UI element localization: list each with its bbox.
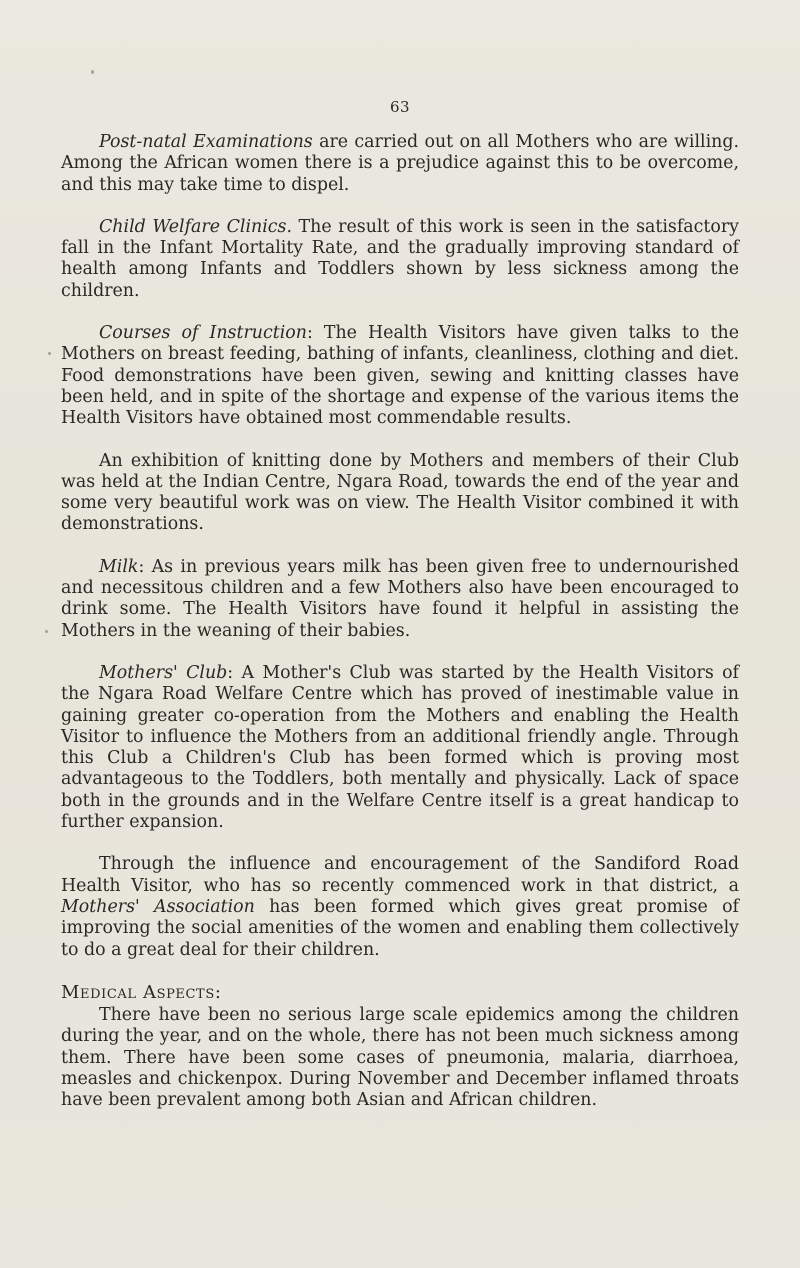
paper-speck (91, 70, 94, 74)
paragraph-exhibition (61, 451, 739, 536)
paragraph-milk (61, 557, 739, 642)
paragraph-sandiford (61, 854, 739, 960)
page-number: 63 (389, 98, 411, 116)
paper-speck (48, 352, 51, 355)
paragraph-text: Through the influence and encouragement of the Sandiford Road Health Visitor, who has so recently commenced work in that district, a (61, 854, 739, 896)
paragraph-post-natal (61, 132, 739, 196)
paragraph-text: The result of this work is seen in the satisfactory fall in the Infant Mortality Rate, and the gradually improving standard of health among Infants and Toddlers shown by less sickness among the children. (61, 216, 739, 301)
paragraph-italic: Mothers' Association (61, 896, 255, 917)
paragraph-lead: Post-natal Examinations (99, 132, 313, 152)
paragraph-courses (61, 323, 739, 429)
paragraph-text: : The Health Visitors have given talks to the Mothers on breast feeding, bathing of infants, cleanliness, clothing and diet. Food demonstrations have been given, sewing and knitting classes have been held, and in spite of the shortage and expense of the various items the Health Visitors have obtained most commendable results. (61, 323, 740, 429)
paragraph-text: has been formed which gives great promise of improving the social amenities of the women and enabling them collectively to do a great deal for their children. (61, 896, 739, 960)
paragraph-text: : A Mother's Club was started by the Health Visitors of the Ngara Road Welfare Centre which has proved of inestimable value in gaining greater co-operation from the Mothers and enabling the Health Visitor to influence the Mothers from an additional friendly angle. Through this Club a Children's Club has been formed which is proving most advantageous to the Toddlers, both mentally and physically. Lack of space both in the grounds and in the Welfare Centre itself is a great handicap to further expansion. (61, 662, 739, 833)
section-heading-medical-aspects: Medical Aspects: (61, 981, 222, 1003)
paragraph-lead: Courses of Instruction (99, 323, 307, 344)
paragraph-lead: Mothers' Club (99, 662, 228, 683)
paragraph-text: : As in previous years milk has been given free to undernourished and necessitous children and a few Mothers also have been encouraged to drink some. The Health Visitors have found it helpful in assisting the Mothers in the weaning of their babies. (61, 556, 739, 641)
paper-speck (45, 630, 48, 633)
paragraph-medical-aspects: There have been no serious large scale epidemics among the children during the year, and on the whole, there has not been much sickness among them. There have been some cases of pneumonia, malaria, diarrhoea, measles and chickenpox. During November and December inflamed throats have been prevalent among both Asian and African children. (61, 1005, 739, 1111)
document-body (61, 132, 739, 1112)
paragraph-text: are carried out on all Mothers who are willing. Among the African women there is a prejudice against this to be overcome, and this may take time to dispel. (61, 132, 739, 195)
paragraph-lead: Milk (99, 556, 139, 577)
paragraph-child-welfare (61, 217, 739, 302)
paragraph-text: An exhibition of knitting done by Mothers and members of their Club was held at the Indian Centre, Ngara Road, towards the end of the year and some very beautiful work was on view. The Health Visitor combined it with demonstrations. (61, 450, 739, 535)
paragraph-mothers-club (61, 663, 739, 833)
paragraph-lead: Child Welfare Clinics. (99, 216, 292, 237)
